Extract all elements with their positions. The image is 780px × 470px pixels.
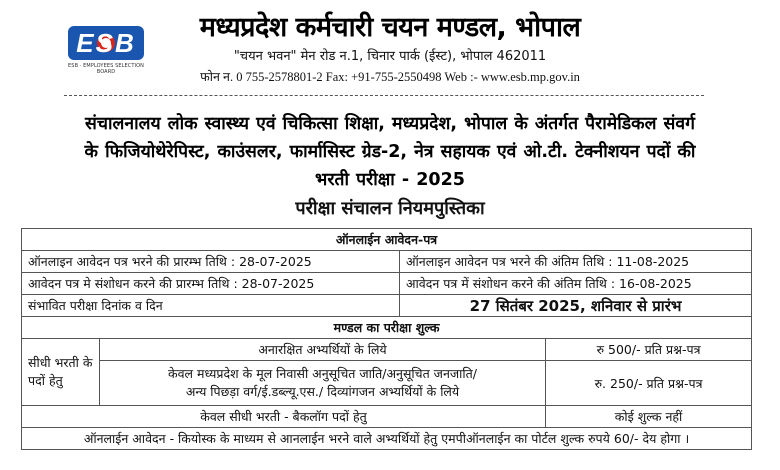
- logo-caption: ESB · EMPLOYEES SELECTION BOARD: [68, 63, 144, 75]
- booklet-title: परीक्षा संचालन नियमपुस्तिका: [295, 198, 485, 219]
- apply-start-cell: ऑनलाइन आवेदन पत्र भरने की प्रारम्भ तिथि : 28-07-2025: [22, 251, 400, 273]
- table-row: [22, 428, 752, 450]
- org-contact: फोन न. 0 755-2578801-2 Fax: +91-755-2550498 Web :- www.esb.mp.gov.in: [200, 70, 580, 84]
- unreserved-label: अनारक्षित अभ्यर्थियों के लिये: [100, 339, 546, 361]
- table-row: [22, 406, 752, 428]
- reserved-label-cell: [100, 361, 546, 406]
- apply-start-date: 28-07-2025: [239, 254, 312, 269]
- fee-section-header: [22, 317, 752, 339]
- edit-start-date: 28-07-2025: [241, 276, 315, 291]
- online-section-header: [22, 229, 752, 251]
- reserved-label-line-1: केवल मध्यप्रदेश के मूल निवासी अनुसूचित जाति/अनुसूचित जनजाति/: [168, 366, 477, 381]
- edit-start-cell: आवेदन पत्र मे संशोधन करने की प्रारम्भ तिथि : 28-07-2025: [22, 273, 400, 295]
- exam-date-label: संभावित परीक्षा दिनांक व दिन: [22, 295, 400, 317]
- edit-end-date: 16-08-2025: [619, 276, 692, 291]
- exam-info-table: [21, 228, 752, 450]
- notice-line-2: के फिजियोथेरेपिस्ट, काउंसलर, फार्मासिस्ट ग्रेड-2, नेत्र सहायक एवं ओ.टी. टेक्नीशयन पदों की: [84, 142, 696, 162]
- reserved-fee: रु. 250/- प्रति प्रश्न-पत्र: [546, 361, 752, 406]
- table-row: [22, 339, 752, 361]
- edit-start-label: आवेदन पत्र मे संशोधन करने की प्रारम्भ तिथि: [28, 276, 230, 291]
- table-row: [22, 361, 752, 406]
- header-divider: [64, 95, 704, 96]
- direct-recruitment-label: सीधी भरती के पदों हेतु: [22, 339, 100, 406]
- exam-date-value: 27 सितंबर 2025, शनिवार से प्रारंभ: [400, 295, 752, 317]
- notice-heading: [28, 110, 752, 194]
- table-row: [22, 273, 752, 295]
- online-section-title: ऑनलाईन आवेदन-पत्र: [22, 229, 752, 251]
- org-address: "चयन भवन" मेन रोड न.1, चिनार पार्क (ईस्ट), भोपाल 462011: [233, 49, 547, 64]
- notice-line-3: भरती परीक्षा - 2025: [315, 170, 465, 190]
- org-header: [155, 10, 625, 85]
- edit-end-cell: आवेदन पत्र में संशोधन करने की अंतिम तिथि : 16-08-2025: [400, 273, 752, 295]
- apply-end-label: ऑनलाइन आवेदन पत्र भरने की अंतिम तिथि: [406, 254, 605, 269]
- table-row: [22, 295, 752, 317]
- unreserved-fee: रु 500/- प्रति प्रश्न-पत्र: [546, 339, 752, 361]
- reserved-label-line-2: अन्य पिछड़ा वर्ग/ई.डब्ल्यू.एस./ दिव्यांगजन अभ्यर्थियों के लिये: [185, 384, 460, 399]
- org-title: मध्यप्रदेश कर्मचारी चयन मण्डल, भोपाल: [199, 12, 581, 43]
- backlog-fee: कोई शुल्क नहीं: [546, 406, 752, 428]
- apply-end-cell: ऑनलाइन आवेदन पत्र भरने की अंतिम तिथि : 11-08-2025: [400, 251, 752, 273]
- logo-letters: ESB: [76, 28, 136, 58]
- apply-start-label: ऑनलाइन आवेदन पत्र भरने की प्रारम्भ तिथि: [28, 254, 227, 269]
- backlog-label: केवल सीधी भरती - बैकलॉग पदों हेतु: [22, 406, 546, 428]
- edit-end-label: आवेदन पत्र में संशोधन करने की अंतिम तिथि: [406, 276, 607, 291]
- fee-section-title: मण्डल का परीक्षा शुल्क: [22, 317, 752, 339]
- table-row: [22, 251, 752, 273]
- portal-fee-note: ऑनलाईन आवेदन - कियोस्क के माध्यम से आनलाईन भरने वाले अभ्यर्थियों हेतु एमपीऑनलाईन का पोर्टल शुल्क रुपये 60/- देय होगा ।: [22, 428, 752, 450]
- esb-logo-mark: [66, 22, 146, 64]
- notice-line-1: संचालनालय लोक स्वास्थ्य एवं चिकित्सा शिक्षा, मध्यप्रदेश, भोपाल के अंतर्गत पैरामेडिकल संवर्ग: [85, 114, 695, 134]
- apply-end-date: 11-08-2025: [616, 254, 690, 269]
